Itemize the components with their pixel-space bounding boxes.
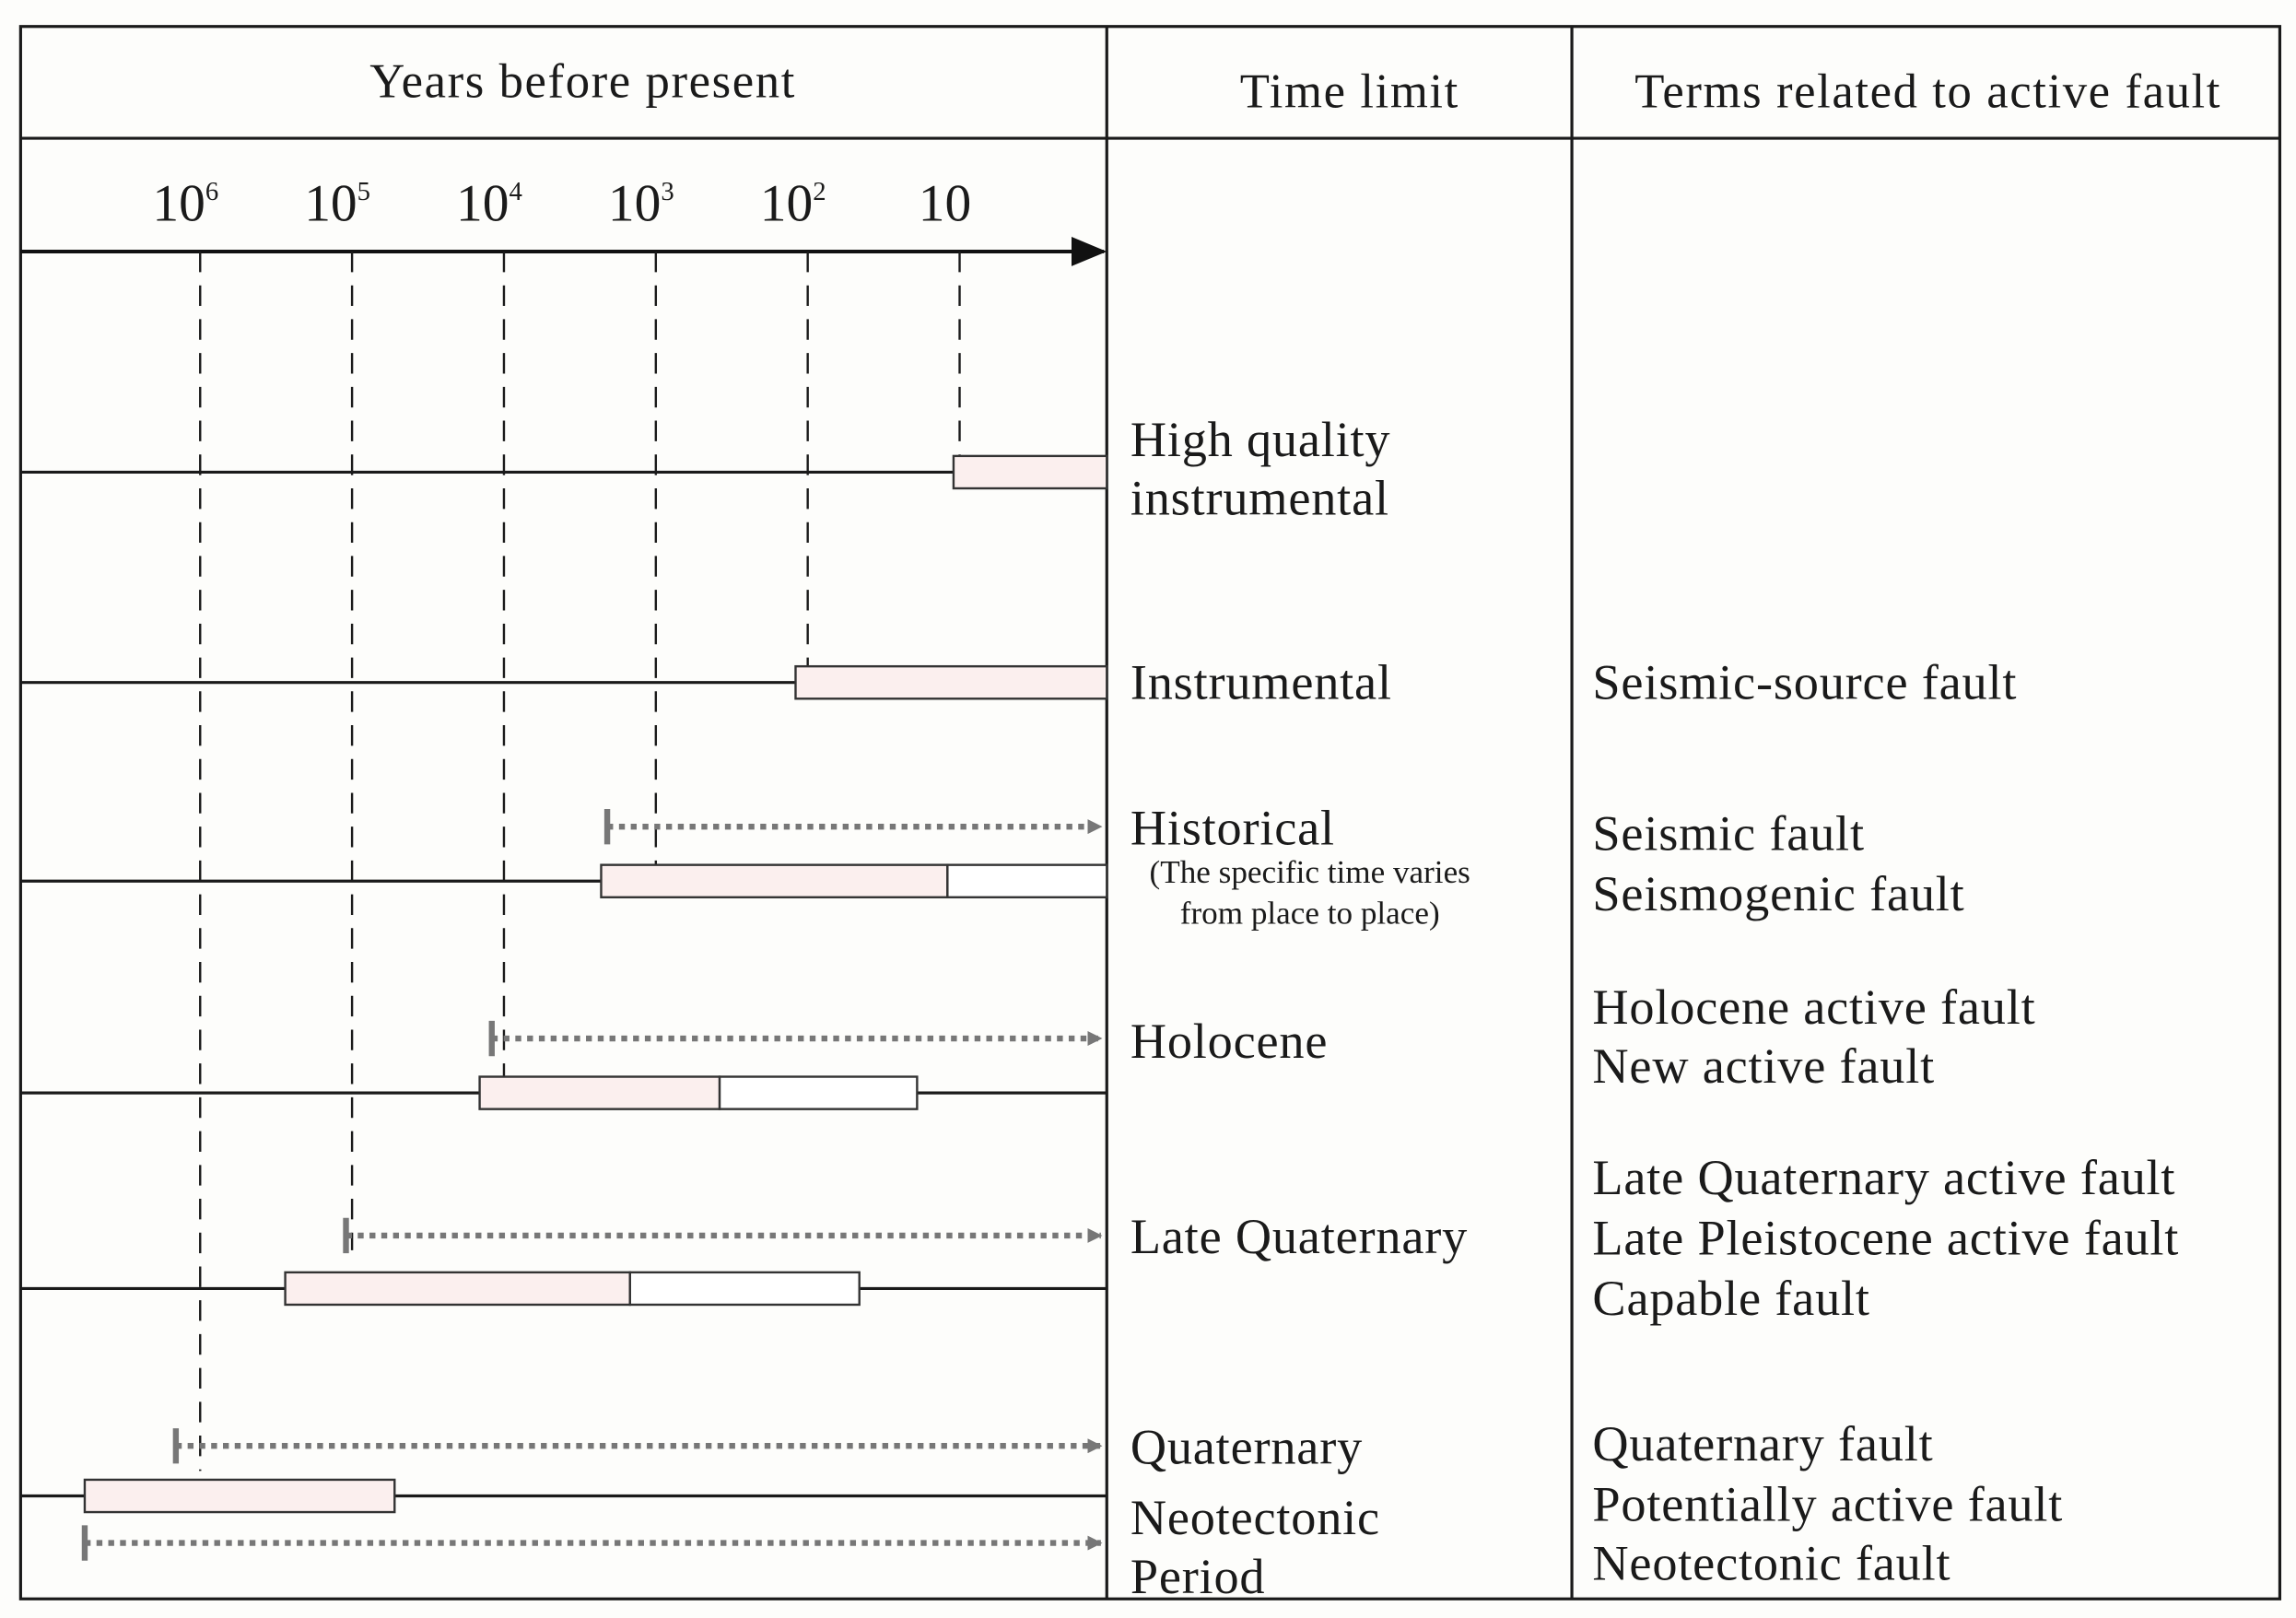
tick-label bbox=[760, 174, 826, 232]
row-quaternary bbox=[20, 1416, 2063, 1604]
tick-label bbox=[152, 174, 218, 232]
row-historical bbox=[20, 800, 1964, 931]
fault-term: Potentially active fault bbox=[1592, 1476, 2064, 1532]
fault-term: Quaternary fault bbox=[1592, 1416, 1934, 1472]
time-limit-label: Period bbox=[1130, 1548, 1266, 1604]
time-limit-label: Quaternary bbox=[1130, 1419, 1364, 1475]
tick-base: 10 bbox=[152, 174, 205, 233]
range-bar-certain bbox=[480, 1077, 720, 1109]
range-bar-certain bbox=[286, 1272, 630, 1305]
range-bar-variable bbox=[630, 1272, 860, 1305]
range-bar-certain bbox=[601, 865, 947, 897]
tick-base: 10 bbox=[759, 174, 814, 233]
fault-term: Late Quaternary active fault bbox=[1592, 1150, 2176, 1206]
time-limit-label: instrumental bbox=[1130, 470, 1389, 526]
tick-base: 10 bbox=[456, 174, 510, 233]
row-high-quality-instrumental bbox=[20, 412, 1390, 526]
row-instrumental bbox=[20, 654, 2017, 709]
tick-label bbox=[304, 174, 370, 232]
tick-label bbox=[456, 174, 522, 232]
row-holocene bbox=[20, 979, 2035, 1109]
range-bar-certain bbox=[85, 1480, 394, 1512]
fault-term: Capable fault bbox=[1592, 1271, 1870, 1327]
fault-term: Seismic fault bbox=[1592, 805, 1865, 862]
fault-term: Holocene active fault bbox=[1592, 979, 2036, 1036]
tick-base: 10 bbox=[918, 174, 972, 233]
fault-term: Seismogenic fault bbox=[1592, 866, 1965, 922]
tick-exponent: 4 bbox=[509, 177, 522, 207]
fault-term: Neotectonic fault bbox=[1592, 1535, 1951, 1591]
tick-base: 10 bbox=[304, 174, 357, 233]
fault-term: Seismic-source fault bbox=[1592, 654, 2018, 710]
header-years-before-present: Years before present bbox=[369, 54, 796, 109]
range-bar-variable bbox=[947, 865, 1107, 897]
fault-term: Late Pleistocene active fault bbox=[1592, 1210, 2180, 1266]
tick-label bbox=[919, 174, 971, 232]
row-late-quaternary bbox=[20, 1150, 2179, 1326]
header-terms: Terms related to active fault bbox=[1634, 64, 2222, 119]
header-time-limit: Time limit bbox=[1239, 64, 1459, 119]
time-limit-label: Late Quaternary bbox=[1130, 1209, 1469, 1265]
time-limit-label: Neotectonic bbox=[1130, 1490, 1380, 1546]
fault-term: New active fault bbox=[1592, 1038, 1936, 1094]
range-bar-certain bbox=[795, 666, 1107, 698]
range-bar-certain bbox=[954, 456, 1107, 488]
time-limit-label: Instrumental bbox=[1130, 654, 1392, 710]
time-limit-note: from place to place) bbox=[1179, 895, 1440, 932]
tick-exponent: 3 bbox=[661, 177, 674, 207]
time-limit-label: Historical bbox=[1130, 800, 1335, 856]
tick-base: 10 bbox=[607, 174, 662, 233]
time-limit-note: (The specific time varies bbox=[1149, 853, 1470, 890]
tick-exponent: 2 bbox=[813, 177, 826, 207]
tick-exponent: 6 bbox=[205, 177, 219, 207]
range-bar-variable bbox=[720, 1077, 917, 1109]
tick-exponent: 5 bbox=[357, 177, 371, 207]
time-limit-label: High quality bbox=[1130, 411, 1391, 467]
tick-label bbox=[608, 174, 674, 232]
time-limit-label: Holocene bbox=[1130, 1013, 1329, 1069]
